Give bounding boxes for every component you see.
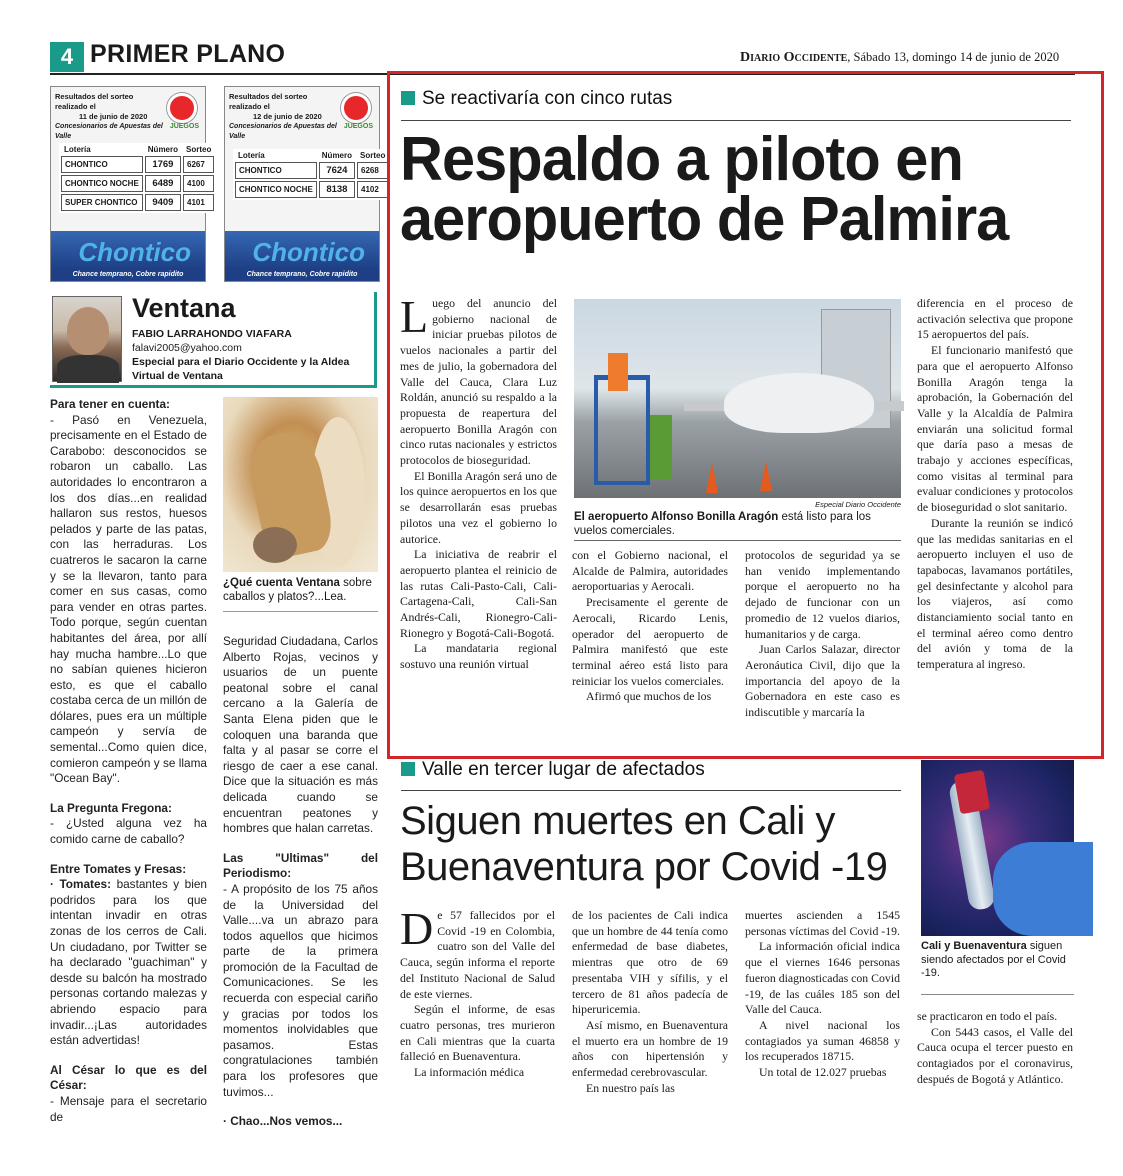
paragraph: Seguridad Ciudadana, Carlos Alberto Rojas, vecinos y usuarios de un puente peatonal sobre el canal cercano a la Galería de Santa Elena piden que le coloquen una baranda que falta y al pasar se corre el riesgo de caer a ese canal. Dice que la situación es más delicada cuando se encuentran peatones y hombres que halan carretas. bbox=[223, 634, 378, 836]
paragraph: Así mismo, en Buenaventura el muerto era un hombre de 19 años con hipertensión y enfermedad cerebrovascular. bbox=[572, 1017, 728, 1080]
paragraph: protocolos de seguridad ya se han venido implementando porque el aeropuerto no ha dejado de funcionar con un promedio de 12 vuelos diarios, humanitarios y de carga. bbox=[745, 548, 900, 641]
paragraph: Con 5443 casos, el Valle del Cauca ocupa el tercer puesto en contagiados por el coronavirus, después de Bogotá y Atlántico. bbox=[917, 1024, 1073, 1086]
lottery-logo-icon bbox=[167, 93, 197, 123]
article-headline: Siguen muertes en Cali y Buenaventura por Covid -19 bbox=[400, 799, 888, 889]
lottery-table: Lotería Número Sorteo CHONTICO 7624 6268 CHONTICO NOCHE 8138 4102 bbox=[233, 149, 390, 200]
lottery-results-box bbox=[50, 86, 212, 282]
paragraph: De 57 fallecidos por el Covid -19 en Colombia, cuatro son del Valle del Cauca, según informa el reporte del Instituto Nacional de Salud de este viernes. bbox=[400, 903, 555, 1001]
paragraph: - ¿Usted alguna vez ha comido carne de caballo? bbox=[50, 816, 207, 847]
lottery-slogan: Chance temprano, Cobre rapidito bbox=[225, 269, 379, 281]
airport-photo bbox=[574, 299, 901, 498]
column-credit: Especial para el Diario Occidente y la Aldea Virtual de Ventana bbox=[132, 356, 350, 382]
subhead: Al César lo que es del César: bbox=[50, 1062, 207, 1093]
paragraph: con el Gobierno nacional, el Alcalde de Palmira, autoridades aeroportuarias y Aerocali. bbox=[572, 548, 728, 594]
article-kicker: Se reactivaría con cinco rutas bbox=[401, 88, 672, 110]
paragraph: de los pacientes de Cali indica que un hombre de 44 tenía como enfermedad de base diabetes, mientras que otro de 69 presentaba VIH y sífilis, y el tercero de 81 años padecía de hiperuricemia. bbox=[572, 908, 728, 1017]
paragraph: Juan Carlos Salazar, director Aeronáutica Civil, dijo que la importancia del apoyo de la Gobernadora en este caso es indiscutible y marcaría la bbox=[745, 642, 900, 720]
covid-test-photo bbox=[921, 760, 1074, 936]
ventana-column-1 bbox=[50, 397, 207, 1139]
subhead: La Pregunta Fregona: bbox=[50, 800, 172, 815]
table-row: CHONTICO NOCHE 8138 4102 bbox=[235, 181, 388, 198]
lottery-brand: JUEGOS bbox=[343, 123, 373, 130]
paragraph: Un total de 12.027 pruebas bbox=[759, 1065, 887, 1080]
divider bbox=[223, 611, 378, 612]
paragraph: En nuestro país las bbox=[586, 1080, 675, 1095]
section-title: PRIMER PLANO bbox=[90, 40, 286, 68]
author-photo bbox=[52, 296, 122, 382]
drop-cap: L bbox=[400, 291, 429, 342]
paragraph: diferencia en el proceso de activación selectiva que propone 15 aeropuertos del país. bbox=[917, 296, 1073, 342]
lottery-logo-icon bbox=[341, 93, 371, 123]
article-headline: Respaldo a piloto en aeropuerto de Palmira bbox=[400, 125, 1009, 254]
table-row: CHONTICO NOCHE 6489 4100 bbox=[61, 175, 214, 192]
lottery-results-box bbox=[224, 86, 386, 282]
article-column bbox=[572, 548, 728, 705]
divider bbox=[921, 994, 1074, 995]
paragraph: Durante la reunión se indicó que las medidas sanitarias en el aeropuerto incluyen el uso de tapabocas, lavamanos portátiles, gel desinfectante y alcohol para los viajeros, así como distanciamiento social tanto en el terminal aéreo como dentro del avión y toma de la temperatura al ingreso. bbox=[917, 515, 1073, 672]
issue-date: , Sábado 13, domingo 14 de junio de 2020 bbox=[847, 50, 1060, 64]
paragraph: - A propósito de los 75 años de la Universidad del Valle....va un abrazo para todos aquellos que hicimos parte de la primera promoción de la Facultad de Comunicaciones. Se les recuerda con especial cariño y gracias por todos los momentos inolvidables que pasamos. Estas congratulaciones también para los profesores que tuvimos... bbox=[223, 881, 378, 1099]
subhead: Las "Ultimas" del Periodismo: bbox=[223, 850, 378, 881]
divider bbox=[574, 540, 901, 541]
table-row: SUPER CHONTICO 9409 4101 bbox=[61, 194, 214, 211]
paragraph: A nivel nacional los contagiados ya suman 46858 y los recuperados 18715. bbox=[745, 1017, 900, 1064]
paragraph: · Tomates: bastantes y bien podridos para los que intentan invadir en otras zonas de los cerros de Cali. Un ciudadano, por Twitter se ha declarado "guachiman" y desde su balcón ha mostrado personas cortando malezas y abriendo espacio para invadir...¡Las autoridades están advertidas! bbox=[50, 877, 207, 1048]
paragraph: Precisamente el gerente de Aerocali, Ricardo Lenis, operador del aeropuerto de Palmira manifestó que este terminal aéreo está listo para reiniciar los vuelos comerciales. bbox=[572, 595, 728, 688]
lottery-table: Lotería Número Sorteo CHONTICO 1769 6267 CHONTICO NOCHE 6489 4100 SUPER CHONTICO 9409 4101 bbox=[59, 143, 216, 213]
paragraph: La información oficial indica que el viernes 1646 personas fueron diagnosticadas con Covid -19, de las cuáles 185 son del Valle del Cauca. bbox=[745, 939, 900, 1017]
article-column bbox=[400, 903, 555, 1081]
photo-caption: ¿Qué cuenta Ventana sobre caballos y platos?...Lea. bbox=[223, 577, 372, 603]
lottery-banner: Chontico bbox=[225, 231, 379, 269]
subhead: Entre Tomates y Fresas: bbox=[50, 861, 187, 876]
article-column bbox=[745, 908, 900, 1081]
horse-photo bbox=[223, 397, 378, 572]
subhead: · Chao...Nos vemos... bbox=[223, 1114, 343, 1129]
author-email: falavi2005@yahoo.com bbox=[132, 342, 242, 354]
ventana-column-2 bbox=[223, 634, 378, 1130]
paragraph: se practicaron en todo el país. bbox=[917, 1009, 1058, 1023]
lottery-brand: JUEGOS bbox=[169, 123, 199, 130]
lottery-banner: Chontico bbox=[51, 231, 205, 269]
paragraph: La mandataria regional sostuvo una reunión virtual bbox=[400, 641, 557, 672]
paper-name: Diario Occidente bbox=[740, 50, 848, 65]
divider bbox=[401, 120, 1071, 121]
lottery-heading: Resultados del sorteo realizado el 12 de junio de 2020 Concesionarios de Apuestas del Valle bbox=[229, 92, 337, 140]
lottery-heading: Resultados del sorteo realizado el 11 de junio de 2020 Concesionarios de Apuestas del Valle bbox=[55, 92, 163, 140]
column-author: FABIO LARRAHONDO VIAFARA bbox=[132, 328, 292, 340]
article-kicker: Valle en tercer lugar de afectados bbox=[401, 759, 705, 781]
dateline bbox=[740, 50, 1059, 66]
paragraph: - Pasó en Venezuela, precisamente en el Estado de Carabobo: desconocidos se robaron un caballo. Las autoridades lo encontraron a los dos días...en realidad hallaron sus restos, huesos pelados y parte de las patas, con las herraduras. Los cuatreros le sacaron la carne y se la llevaron, tanto para comer en sus casas, como para vender en otras partes. Todo porque, según cuentan habitantes del área, por allí hay mucha hambre...Lo que no sabían quienes hicieron esto, es que el caballo costaba cerca de un millón de dólares, pues era un múltiple campeón y servía de semental...Como quien dice, comieron campeón y se llama "Ocean Bay". bbox=[50, 412, 207, 786]
lottery-slogan: Chance temprano, Cobre rapidito bbox=[51, 269, 205, 281]
paragraph: muertes ascienden a 1545 personas víctimas del Covid -19. bbox=[745, 908, 900, 938]
table-row: CHONTICO 7624 6268 bbox=[235, 162, 388, 179]
article-column bbox=[917, 1009, 1073, 1088]
paragraph: Luego del anuncio del gobierno nacional de iniciar pruebas pilotos de vuelos nacionales a partir del mes de julio, la gobernadora del Valle del Cauca, Clara Luz Roldán, anunció su respaldo a la propuesta de reapertura del aeropuerto Bonilla Aragón con cinco rutas nacionales y estrictos protocolos de bioseguridad. bbox=[400, 291, 557, 468]
photo-caption: El aeropuerto Alfonso Bonilla Aragón está listo para los vuelos comerciales. bbox=[574, 511, 871, 537]
photo-credit: Especial Diario Occidente bbox=[815, 500, 901, 509]
paragraph: El funcionario manifestó que para que el aeropuerto Alfonso Bonilla Aragón tenga la aprobación, la Gobernación del Valle y la Alcaldía de Palmira enviarán una solicitud formal que daría paso a mesas de trabajo y acciones específicas, como visitas al terminal para evaluar condiciones y protocolos de bioseguridad o slot sanitario. bbox=[917, 343, 1073, 515]
paragraph: Afirmó que muchos de los bbox=[586, 689, 712, 704]
article-column bbox=[572, 908, 728, 1096]
column-title: Ventana bbox=[132, 293, 236, 323]
drop-cap: D bbox=[400, 903, 434, 954]
page-number: 4 bbox=[50, 42, 84, 72]
article-column bbox=[917, 296, 1073, 673]
divider bbox=[401, 790, 901, 791]
table-row: CHONTICO 1769 6267 bbox=[61, 156, 214, 173]
subhead: Para tener en cuenta: bbox=[50, 397, 170, 411]
paragraph: - Mensaje para el secretario de bbox=[50, 1093, 207, 1124]
photo-caption: Cali y Buenaventura siguen siendo afectados por el Covid -19. bbox=[921, 940, 1066, 979]
paragraph: La iniciativa de reabrir el aeropuerto plantea el reinicio de las rutas Cali-Pasto-Cali, Cali-Cartagena-Cali, Cali-San Andrés-Cali, Rionegro-Cali-Rionegro y Bogotá-Cali-Bogotá. bbox=[400, 547, 557, 640]
paragraph: Según el informe, de esas cuatro personas, tres murieron en Cali mientras que la cuarta falleció en Buenaventura. bbox=[400, 1002, 555, 1064]
article-column bbox=[400, 291, 557, 673]
paragraph: La información médica bbox=[414, 1065, 525, 1080]
article-column bbox=[745, 548, 900, 721]
paragraph: El Bonilla Aragón será uno de los quince aeropuertos en los que se desarrollarán esas pruebas pilotos una vez el gobierno lo autorice. bbox=[400, 468, 557, 546]
